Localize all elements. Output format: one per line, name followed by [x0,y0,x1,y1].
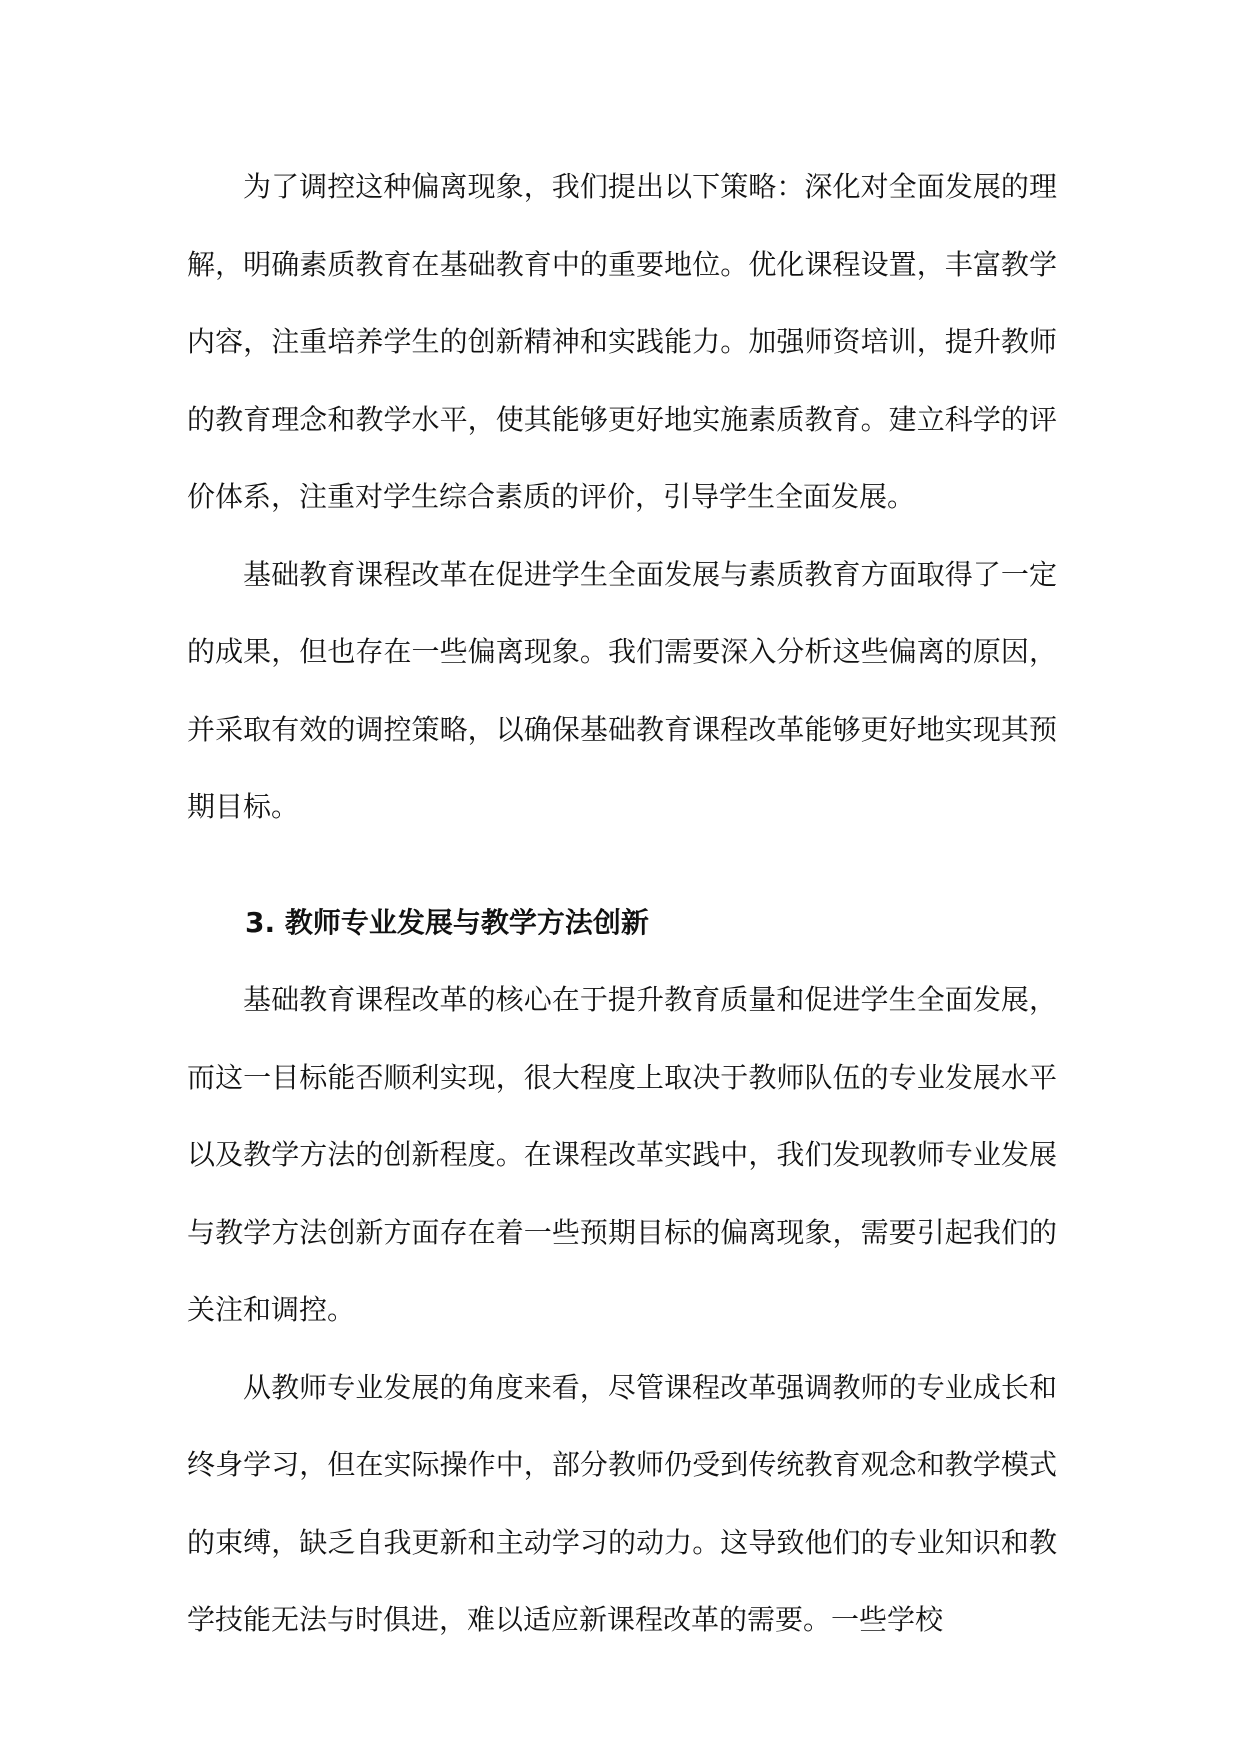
paragraph-teacher-development: 从教师专业发展的角度来看，尽管课程改革强调教师的专业成长和终身学习，但在实际操作中，部分教师仍受到传统教育观念和教学模式的束缚，缺乏自我更新和主动学习的动力。这导致他们的专业知识和教学技能无法与时俱进，难以适应新课程改革的需要。一些学校 [187,1370,1057,1636]
paragraph-reform-summary: 基础教育课程改革在促进学生全面发展与素质教育方面取得了一定的成果，但也存在一些偏离现象。我们需要深入分析这些偏离的原因，并采取有效的调控策略，以确保基础教育课程改革能够更好地实现其预期目标。 [187,557,1057,823]
document-body [187,148,1057,1659]
paragraph-regulation-strategies: 为了调控这种偏离现象，我们提出以下策略：深化对全面发展的理解，明确素质教育在基础教育中的重要地位。优化课程设置，丰富教学内容，注重培养学生的创新精神和实践能力。加强师资培训，提升教师的教育理念和教学水平，使其能够更好地实施素质教育。建立科学的评价体系，注重对学生综合素质的评价，引导学生全面发展。 [187,170,1057,513]
section-heading: 3. 教师专业发展与教学方法创新 [245,905,649,939]
paragraph-reform-core: 基础教育课程改革的核心在于提升教育质量和促进学生全面发展，而这一目标能否顺利实现，很大程度上取决于教师队伍的专业发展水平以及教学方法的创新程度。在课程改革实践中，我们发现教师专业发展与教学方法创新方面存在着一些预期目标的偏离现象，需要引起我们的关注和调控。 [187,983,1057,1326]
